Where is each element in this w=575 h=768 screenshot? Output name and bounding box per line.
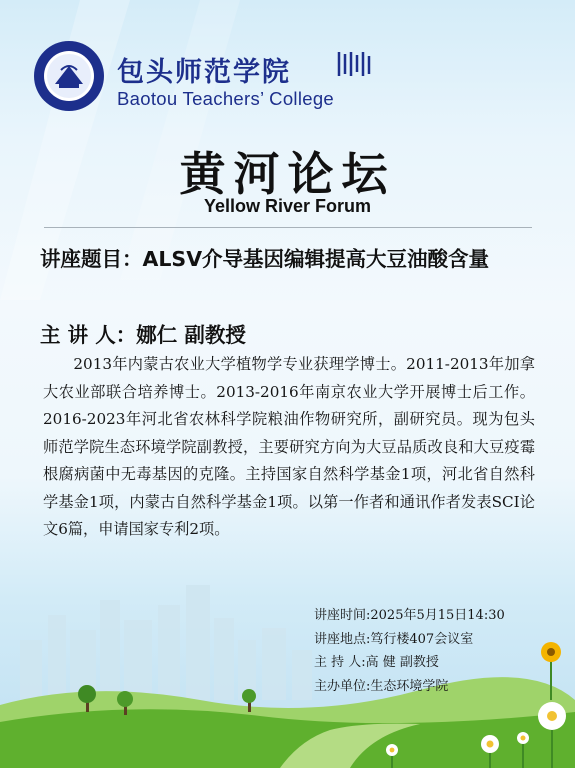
lecture-time: 讲座时间:2025年5月15日14:30 xyxy=(314,608,505,623)
lecture-host: 主 持 人:高 健 副教授 xyxy=(314,655,439,670)
college-logo xyxy=(33,40,105,112)
header xyxy=(33,40,453,120)
city-skyline xyxy=(20,585,312,700)
lecture-details xyxy=(314,604,569,698)
speaker-bio: 2013年内蒙古农业大学植物学专业获理学博士。2011-2013年加拿大农业部联合培养博士。2013-2016年南京农业大学开展博士后工作。2016-2023年河北省农林科学院粮油作物研究所，副研究员。现为包头师范学院生态环境学院副教授，主要研究方向为大豆品质改良和大豆疫霉根腐病菌中无毒基因的克隆。主持国家自然科学基金1项，河北省自然科学基金1项，内蒙古自然科学基金1项。以第一作者和通讯作者发表SCI论文6篇，申请国家专利2项。 xyxy=(43,355,535,538)
lecture-organizer: 主办单位:生态环境学院 xyxy=(314,678,449,694)
lecture-location: 讲座地点:笃行楼407会议室 xyxy=(314,631,474,647)
forum-title-en: Yellow River Forum xyxy=(203,196,372,216)
title-divider xyxy=(44,227,532,228)
lecture-speaker: 主 讲 人：娜仁 副教授 xyxy=(40,323,246,347)
college-name-en: Baotou Teachers’ College xyxy=(117,88,335,109)
college-name-cn: 包头师范学院 xyxy=(117,57,291,88)
mongolian-script-mark xyxy=(333,50,373,78)
forum-title-cn: 黄河论坛 xyxy=(179,147,396,201)
lecture-topic: 讲座题目：ALSV介导基因编辑提高大豆油酸含量 xyxy=(40,247,490,271)
